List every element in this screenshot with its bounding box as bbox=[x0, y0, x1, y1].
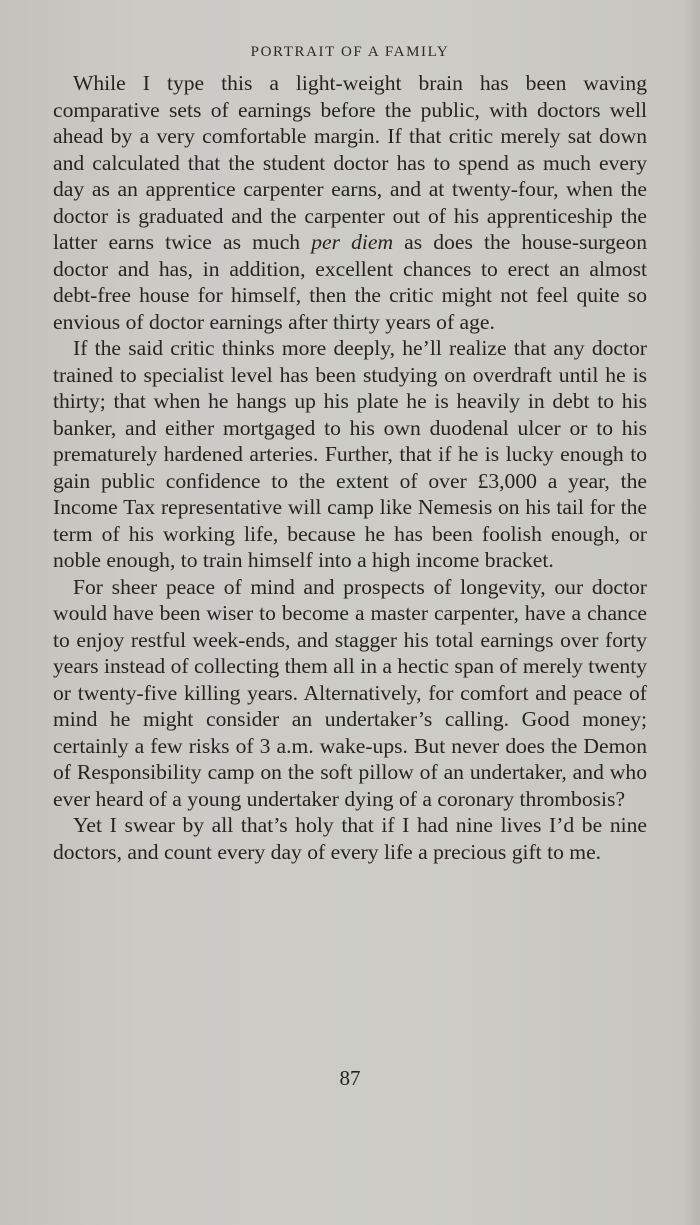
running-head: PORTRAIT OF A FAMILY bbox=[250, 44, 450, 60]
paragraph-1-text-after: as does the house-surgeon doctor and has, in addition, excellent chances to erect an almost debt-free house for himself, then the critic might not feel quite so envious of doctor earnings after thirty years of age. bbox=[53, 230, 647, 334]
paragraph-3: For sheer peace of mind and prospects of longevity, our doctor would have been wiser to become a master carpenter, have a chance to enjoy restful week-ends, and stagger his total earnings over forty years instead of collecting them all in a hectic span of merely twenty or twenty-five killing years. Alternatively, for comfort and peace of mind he might consider an undertaker’s calling. Good money; certainly a few risks of 3 a.m. wake-ups. But never does the Demon of Responsibility camp on the soft pillow of an undertaker, and who ever heard of a young undertaker dying of a coronary thrombosis? bbox=[53, 574, 647, 811]
paragraph-1 bbox=[53, 70, 647, 335]
page-edge-shadow bbox=[682, 0, 700, 1225]
paragraph-2: If the said critic thinks more deeply, he’ll realize that any doctor trained to specialist level has been studying on overdraft until he is thirty; that when he hangs up his plate he is heavily in debt to his banker, and either mortgaged to his own duodenal ulcer or to his prematurely hardened arteries. Further, that if he is lucky enough to gain public confidence to the extent of over £3,000 a year, the Income Tax representative will camp like Nemesis on his tail for the term of his working life, because he has been foolish enough, or noble enough, to train himself into a high income bracket. bbox=[53, 336, 647, 572]
body-text bbox=[53, 70, 647, 865]
paragraph-4: Yet I swear by all that’s holy that if I had nine lives I’d be nine doctors, and count every day of every life a precious gift to me. bbox=[53, 813, 647, 864]
italic-phrase: per diem bbox=[311, 230, 394, 254]
page-number: 87 bbox=[339, 1066, 361, 1090]
paragraph-1-text-before: While I type this a light-weight brain has been waving comparative sets of earnings before the public, with doctors well ahead by a very comfortable margin. If that critic merely sat down and calculated that the student doctor has to spend as much every day as an apprentice carpenter earns, and at twenty-four, when the doctor is graduated and the carpenter out of his apprenticeship the latter earns twice as much bbox=[53, 71, 647, 254]
